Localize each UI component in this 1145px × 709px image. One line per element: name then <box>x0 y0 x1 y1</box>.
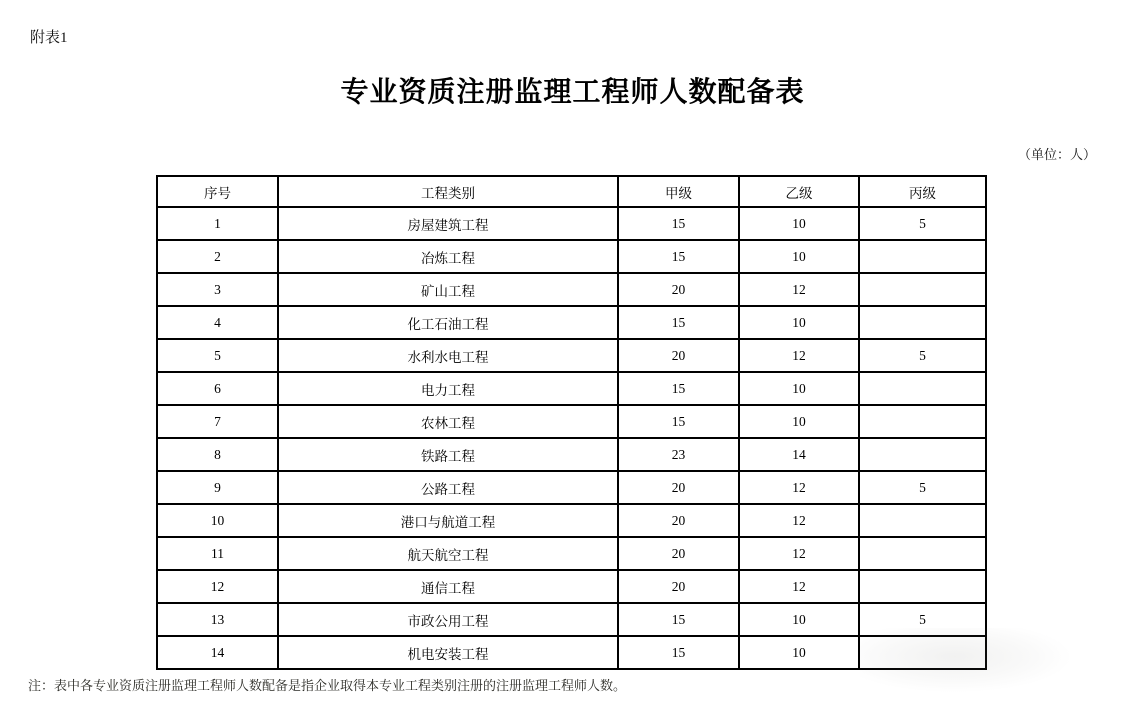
unit-label: （单位：人） <box>1018 147 1097 162</box>
table-body <box>157 207 986 669</box>
cell-grade-a: 15 <box>618 372 739 405</box>
footnote: 注：表中各专业资质注册监理工程师人数配备是指企业取得本专业工程类别注册的注册监理工程师人数。 <box>28 678 627 693</box>
staffing-table <box>156 175 987 670</box>
cell-no: 1 <box>157 207 278 240</box>
cell-no: 5 <box>157 339 278 372</box>
cell-no: 10 <box>157 504 278 537</box>
cell-no: 14 <box>157 636 278 669</box>
cell-grade-b: 10 <box>739 636 859 669</box>
table-row <box>157 438 986 471</box>
cell-grade-a: 15 <box>618 240 739 273</box>
cell-category: 农林工程 <box>278 405 618 438</box>
table-row <box>157 339 986 372</box>
cell-category: 公路工程 <box>278 471 618 504</box>
cell-grade-c <box>859 240 986 273</box>
cell-no: 8 <box>157 438 278 471</box>
cell-grade-b: 10 <box>739 240 859 273</box>
cell-no: 4 <box>157 306 278 339</box>
cell-grade-a: 20 <box>618 537 739 570</box>
cell-category: 水利水电工程 <box>278 339 618 372</box>
table-row <box>157 537 986 570</box>
cell-category: 铁路工程 <box>278 438 618 471</box>
cell-no: 2 <box>157 240 278 273</box>
cell-grade-a: 20 <box>618 570 739 603</box>
table-row <box>157 240 986 273</box>
cell-grade-a: 15 <box>618 207 739 240</box>
column-header-no: 序号 <box>157 176 278 207</box>
cell-grade-b: 10 <box>739 603 859 636</box>
cell-grade-a: 15 <box>618 306 739 339</box>
cell-grade-c <box>859 372 986 405</box>
cell-no: 6 <box>157 372 278 405</box>
attachment-label: 附表1 <box>30 30 68 46</box>
cell-grade-c <box>859 438 986 471</box>
cell-grade-a: 15 <box>618 636 739 669</box>
cell-grade-a: 20 <box>618 471 739 504</box>
table-row <box>157 405 986 438</box>
cell-no: 13 <box>157 603 278 636</box>
cell-grade-b: 12 <box>739 471 859 504</box>
cell-grade-a: 15 <box>618 603 739 636</box>
cell-grade-c: 5 <box>859 603 986 636</box>
cell-grade-c: 5 <box>859 339 986 372</box>
cell-grade-b: 12 <box>739 570 859 603</box>
cell-grade-b: 10 <box>739 207 859 240</box>
cell-grade-c: 5 <box>859 207 986 240</box>
cell-no: 9 <box>157 471 278 504</box>
table-row <box>157 372 986 405</box>
cell-category: 市政公用工程 <box>278 603 618 636</box>
cell-grade-b: 12 <box>739 504 859 537</box>
cell-grade-a: 20 <box>618 273 739 306</box>
cell-category: 冶炼工程 <box>278 240 618 273</box>
cell-grade-a: 20 <box>618 504 739 537</box>
cell-grade-b: 10 <box>739 306 859 339</box>
table-header-row <box>157 176 986 207</box>
table-row <box>157 570 986 603</box>
table-row <box>157 636 986 669</box>
cell-no: 3 <box>157 273 278 306</box>
cell-grade-b: 12 <box>739 537 859 570</box>
cell-grade-b: 10 <box>739 405 859 438</box>
cell-category: 电力工程 <box>278 372 618 405</box>
cell-no: 11 <box>157 537 278 570</box>
page-title: 专业资质注册监理工程师人数配备表 <box>340 77 805 108</box>
cell-category: 航天航空工程 <box>278 537 618 570</box>
table-row <box>157 207 986 240</box>
cell-category: 矿山工程 <box>278 273 618 306</box>
cell-category: 化工石油工程 <box>278 306 618 339</box>
cell-grade-b: 10 <box>739 372 859 405</box>
cell-category: 通信工程 <box>278 570 618 603</box>
column-header-grade-b: 乙级 <box>739 176 859 207</box>
cell-category: 房屋建筑工程 <box>278 207 618 240</box>
cell-grade-c <box>859 273 986 306</box>
cell-grade-c: 5 <box>859 471 986 504</box>
cell-grade-b: 14 <box>739 438 859 471</box>
cell-grade-c <box>859 537 986 570</box>
table-row <box>157 504 986 537</box>
cell-grade-a: 20 <box>618 339 739 372</box>
cell-grade-c <box>859 504 986 537</box>
cell-grade-c <box>859 306 986 339</box>
table-row <box>157 306 986 339</box>
cell-no: 12 <box>157 570 278 603</box>
table-row <box>157 471 986 504</box>
table-row <box>157 273 986 306</box>
cell-grade-c <box>859 570 986 603</box>
column-header-category: 工程类别 <box>278 176 618 207</box>
cell-grade-b: 12 <box>739 339 859 372</box>
column-header-grade-c: 丙级 <box>859 176 986 207</box>
cell-category: 港口与航道工程 <box>278 504 618 537</box>
cell-grade-b: 12 <box>739 273 859 306</box>
cell-no: 7 <box>157 405 278 438</box>
cell-category: 机电安装工程 <box>278 636 618 669</box>
column-header-grade-a: 甲级 <box>618 176 739 207</box>
cell-grade-a: 15 <box>618 405 739 438</box>
cell-grade-c <box>859 405 986 438</box>
cell-grade-a: 23 <box>618 438 739 471</box>
cell-grade-c <box>859 636 986 669</box>
table-row <box>157 603 986 636</box>
